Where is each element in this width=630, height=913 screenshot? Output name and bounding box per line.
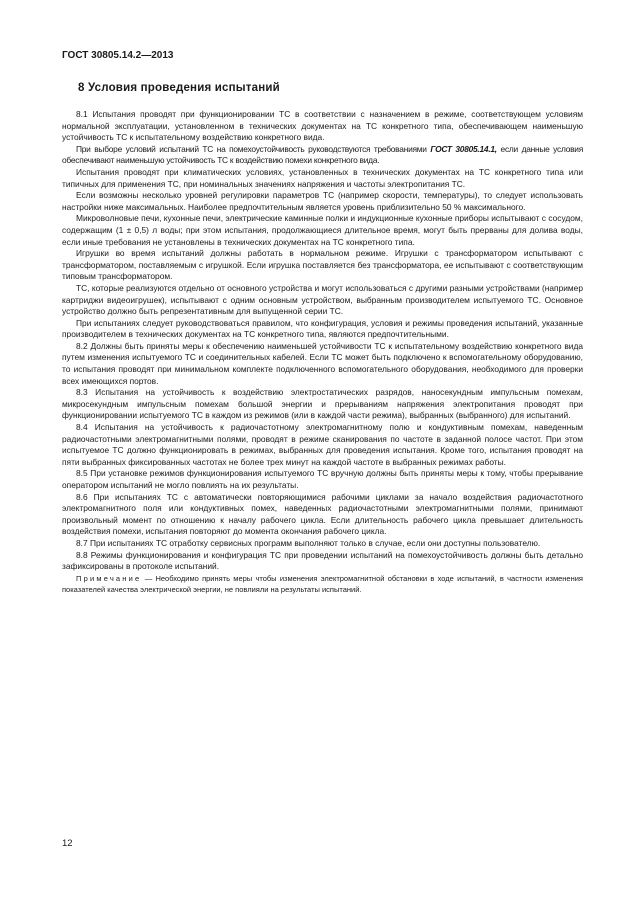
document-header: ГОСТ 30805.14.2—2013 — [62, 50, 174, 61]
paragraph-text: если данные условия обеспечивают наименьшую устойчивость ТС к воздействию помехи конкретного вида. — [62, 143, 584, 166]
paragraph-test-conditions-choice — [62, 144, 583, 167]
note-text: — Необходимо принять меры чтобы изменения электромагнитной обстановки в ходе испытаний, в частности изменения показателей качества электрической энергии, не повлияли на результаты испытаний. — [62, 573, 583, 595]
paragraph-toys: Игрушки во время испытаний должны работать в нормальном режиме. Игрушки с трансформатором испытывают с трансформатором, поставляемым с игрушкой. Если игрушка поставляется без трансформатора, ее испытывают с соответствующим типовым трансформатором. — [62, 248, 583, 282]
paragraph-8-3: 8.3 Испытания на устойчивость к воздействию электростатических разрядов, наносекундным импульсным помехам, микросекундным импульсным помехам большой энергии и прерываниям напряжения электропитания проводят при функционировании испытуемого ТС в каждом из режимов (или в каждой части режима), выбранных (выбранного) для испытаний. — [62, 387, 583, 421]
paragraph-8-1: 8.1 Испытания проводят при функционировании ТС в соответствии с назначением в режиме, соответствующем условиям нормальной эксплуатации, установленном в технических документах на ТС конкретного типа, обеспечивающем наименьшую устойчивость ТС к испытательному воздействию конкретного вида. — [62, 109, 583, 143]
paragraph-accessory-devices: ТС, которые реализуются отдельно от основного устройства и могут использоваться с другими разными устройствами (например картриджи видеоигрушек), испытывают с одним основным устройством, выбранным производителем испытуемого ТС. Основное устройство должно быть репрезентативным для выпущенной серии ТС. — [62, 282, 583, 317]
paragraph-8-2: 8.2 Должны быть приняты меры к обеспечению наименьшей устойчивости ТС к испытательному воздействию конкретного вида путем изменения испытуемого ТС и соединительных кабелей. Если ТС может быть подключено к вспомогательному оборудованию, то испытания проводят при минимальном комплекте подключенного вспомогательного оборудования, необходимого для проверки всех имеющихся портов. — [62, 340, 583, 386]
paragraph-adjustment-levels: Если возможны несколько уровней регулировки параметров ТС (например скорости, температуры), то следует использовать настройки ниже максимальных. Наиболее предпочтительным является уровень приблизительно 50 % максимального. — [62, 190, 583, 212]
section-title: 8 Условия проведения испытаний — [78, 82, 280, 94]
paragraph-8-5: 8.5 При установке режимов функционирования испытуемого ТС вручную должны быть приняты меры к тому, чтобы прерывание оператором испытаний не могло повлиять на их результаты. — [62, 468, 583, 490]
paragraph-8-7: 8.7 При испытаниях ТС отработку сервисных программ выполняют только в случае, если они доступны пользователю. — [76, 537, 541, 548]
page-number: 12 — [62, 838, 73, 849]
paragraph-manufacturer-config: При испытаниях следует руководствоваться правилом, что конфигурация, условия и режимы проведения испытаний, указанные производителем в технических документах на ТС конкретного типа, являются предпочтительными. — [62, 317, 583, 340]
paragraph-text: При выборе условий испытаний ТС на помехоустойчивость руководствуются требованиями — [76, 143, 427, 154]
paragraph-microwave-ovens: Микроволновые печи, кухонные печи, электрические каминные полки и индукционные кухонные приборы испытывают с сосудом, содержащим (1 ± 0,5) л воды; при этом испытания, продолжающиеся длительное время, могут быть прерваны для долива воды, если иные требования не установлены в технических документах на ТС конкретного типа. — [62, 213, 583, 247]
paragraph-8-6: 8.6 При испытаниях ТС с автоматически повторяющимися рабочими циклами за начало воздействия радиочастотного электромагнитного поля или кондуктивных помех, наведенных радиочастотными электромагнитными полями, принимают произвольный момент по отношению к началу рабочего цикла. Если длительность рабочего цикла превышает длительность воздействия помехи, испытания повторяют до момента окончания рабочего цикла. — [62, 491, 583, 537]
paragraph-8-8: 8.8 Режимы функционирования и конфигурация ТС при проведении испытаний на помехоустойчивость должны быть детально зафиксированы в протоколе испытаний. — [62, 549, 583, 572]
standard-reference: ГОСТ 30805.14.1, — [430, 143, 497, 154]
paragraph-8-4: 8.4 Испытания на устойчивость к радиочастотному электромагнитному полю и кондуктивным помехам, наведенным радиочастотными электромагнитными полями, проводят в режиме сканирования по частоте в заданной полосе частот. При этом испытуемое ТС должно функционировать в режимах, выбранных для проведения испытания. Кроме того, испытания проводят на пяти выбранных фиксированных частотах не более трех минут на каждой частоте в выбранных режимах работы. — [62, 422, 583, 467]
paragraph-climatic-conditions: Испытания проводят при климатических условиях, установленных в технических документах на ТС конкретного типа или типичных для применения ТС, при номинальных значениях напряжения и частоты электропитания ТС. — [62, 166, 583, 189]
section-body — [62, 109, 583, 596]
note — [62, 573, 583, 596]
note-label: Примечание — [76, 573, 142, 583]
